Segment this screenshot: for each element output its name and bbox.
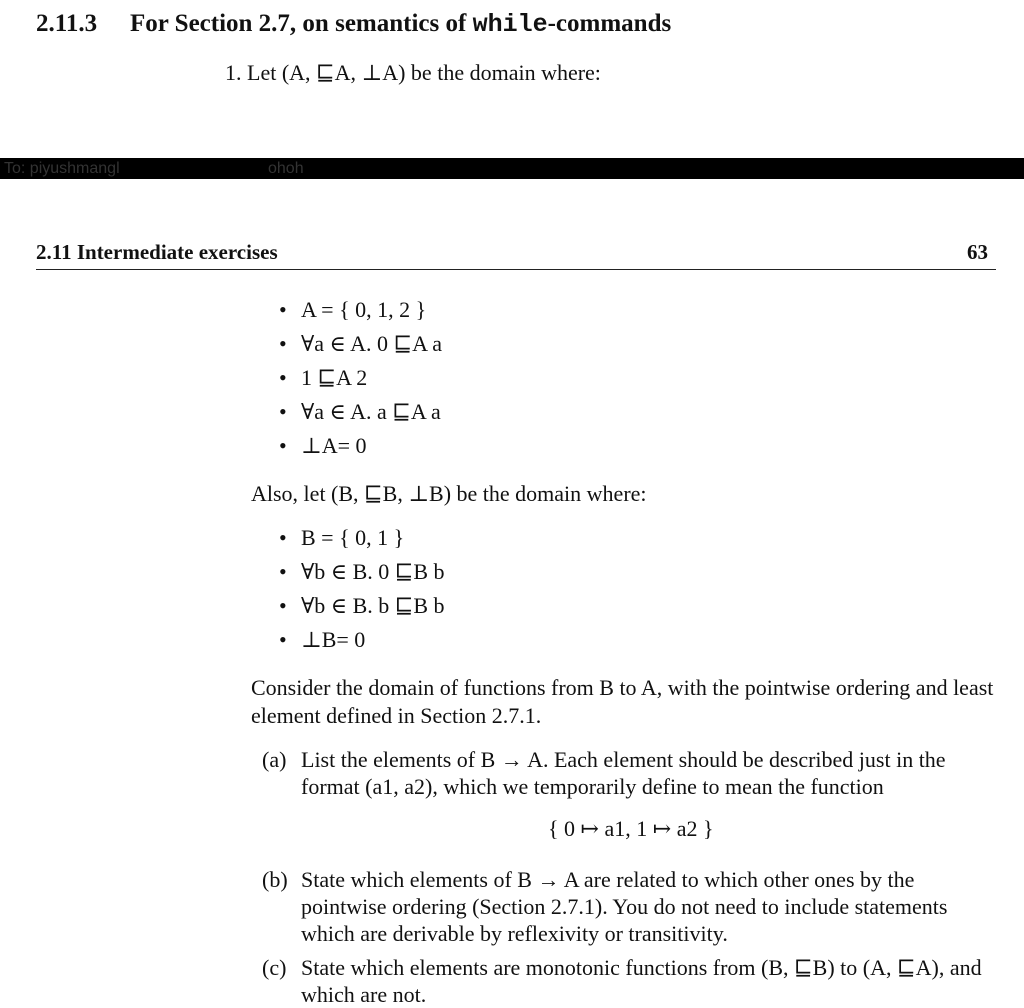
- section-title-suffix: -commands: [547, 10, 672, 37]
- function-display-equation: { 0 ↦ a1, 1 ↦ a2 }: [548, 816, 714, 841]
- exercise-label: (c): [262, 955, 287, 980]
- list-item: • 1 ⊑A 2: [279, 365, 368, 390]
- header-rule: [36, 269, 996, 270]
- domain-b-bullet-list: [279, 523, 445, 659]
- exercise-part-c: [262, 954, 1002, 1008]
- overlay-left-text: To: piyushmangl: [4, 160, 120, 177]
- section-title-text: For Section 2.7, on semantics of: [130, 10, 467, 37]
- list-item: • ∀b ∈ B. b ⊑B b: [279, 593, 445, 618]
- list-item: • ∀a ∈ A. 0 ⊑A a: [279, 331, 443, 356]
- exercise-text: State which elements of B → A are related to which other ones by the pointwise ordering (Section 2.7.1). You do not need to include statements which are derivable by reflexivity or transitivity.: [301, 867, 948, 946]
- list-item: • A = { 0, 1, 2 }: [279, 297, 427, 322]
- section-number: 2.11.3: [36, 10, 98, 37]
- overlay-bar: [0, 158, 1024, 179]
- exercise-label: (b): [262, 867, 288, 892]
- list-item: • B = { 0, 1 }: [279, 525, 405, 550]
- list-item: • ∀b ∈ B. 0 ⊑B b: [279, 559, 445, 584]
- also-let-paragraph: Also, let (B, ⊑B, ⊥B) be the domain where:: [251, 481, 647, 506]
- section-heading: [36, 10, 671, 39]
- exercise-text: List the elements of B → A. Each element should be described just in the format (a1, a2), which we temporarily define to mean the function: [301, 747, 946, 799]
- item-1-text: 1. Let (A, ⊑A, ⊥A) be the domain where:: [225, 60, 601, 85]
- section-title-code: while: [472, 10, 548, 39]
- running-header-title: 2.11 Intermediate exercises: [36, 240, 278, 264]
- exercise-part-a: [262, 746, 1002, 800]
- exercise-text: State which elements are monotonic functions from (B, ⊑B) to (A, ⊑A), and which are not.: [301, 955, 982, 1007]
- list-item: • ∀a ∈ A. a ⊑A a: [279, 399, 441, 424]
- page-number: 63: [967, 240, 988, 264]
- list-item: • ⊥A= 0: [279, 433, 367, 458]
- consider-paragraph: Consider the domain of functions from B to A, with the pointwise ordering and least element defined in Section 2.7.1.: [251, 675, 994, 728]
- list-item: • ⊥B= 0: [279, 627, 366, 652]
- overlay-right-text: ohoh: [268, 160, 304, 177]
- domain-a-bullet-list: [279, 295, 442, 465]
- item-1-intro: [225, 60, 601, 86]
- exercise-part-b: [262, 866, 1002, 947]
- exercise-label: (a): [262, 747, 287, 772]
